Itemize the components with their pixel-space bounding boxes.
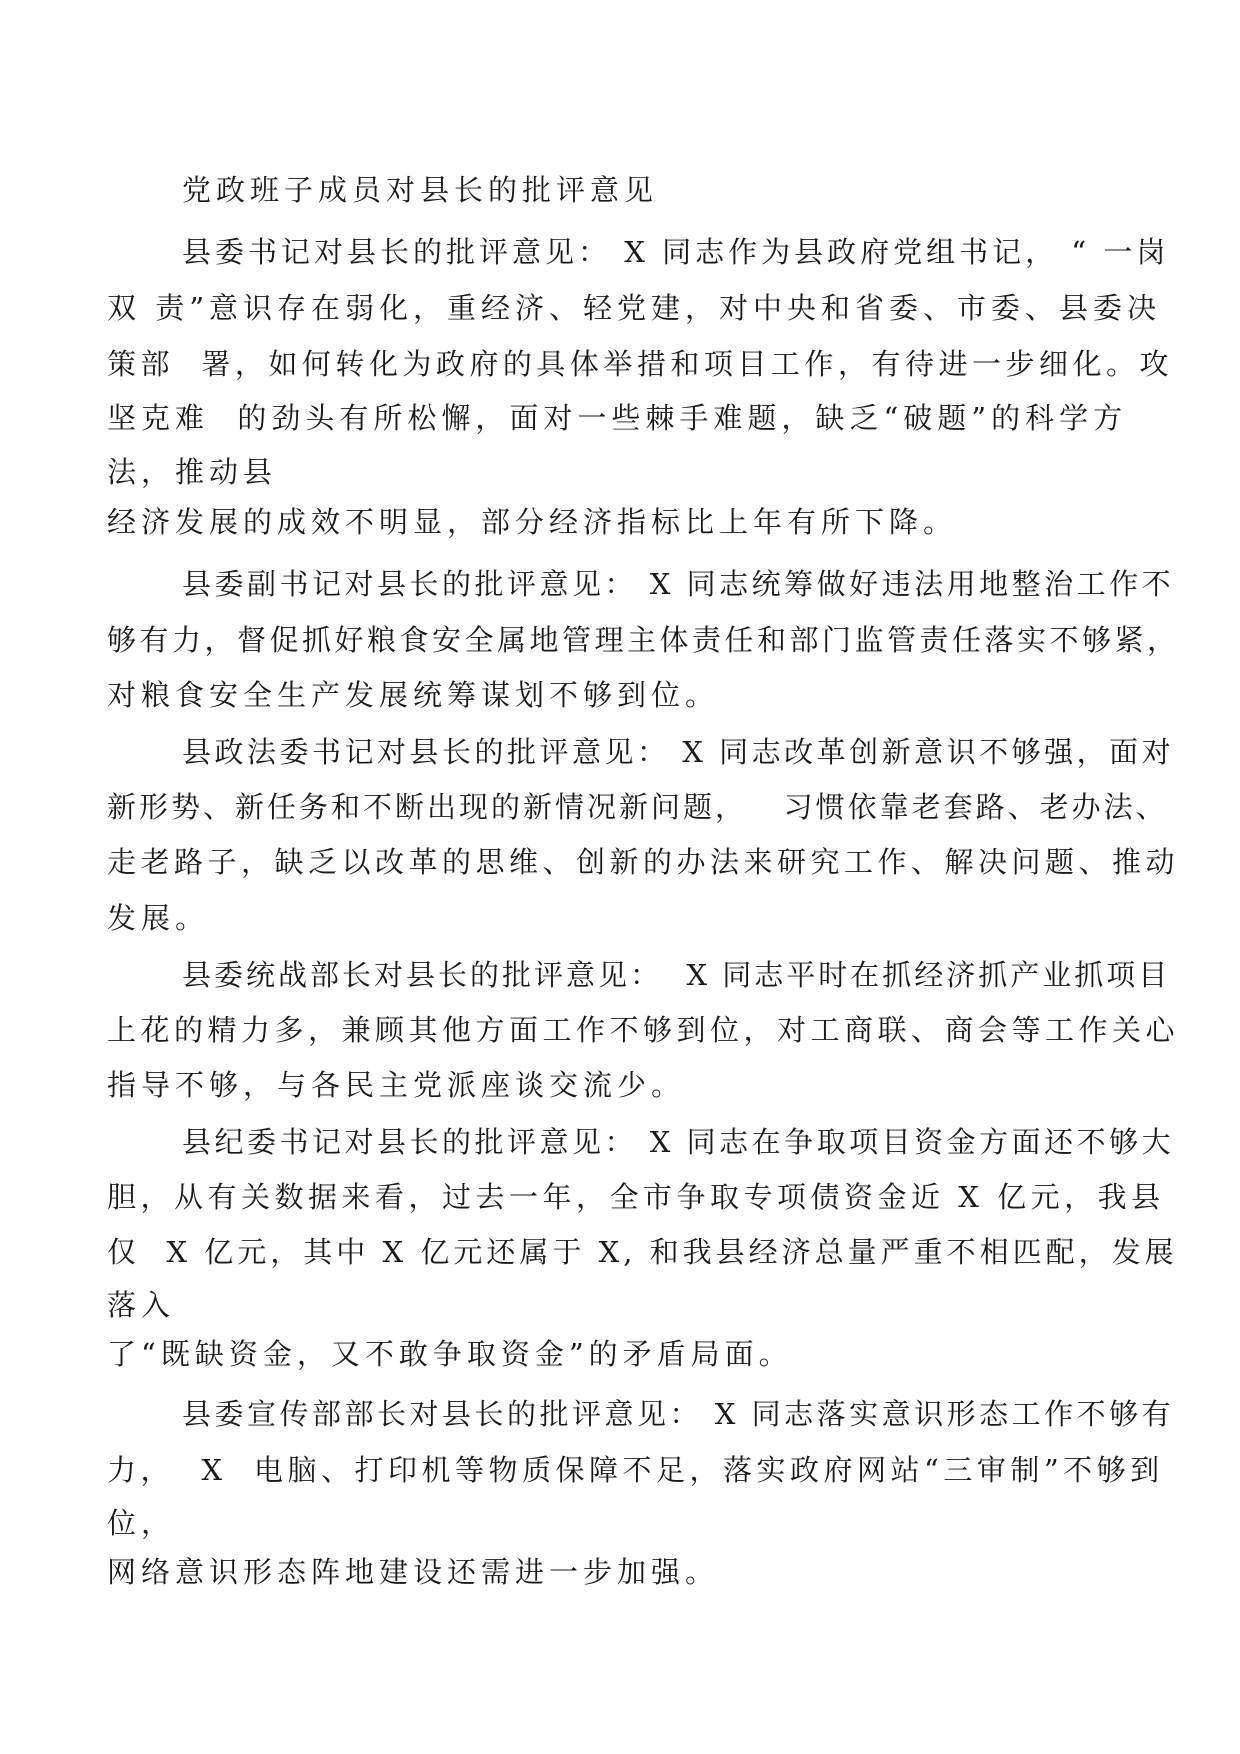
text-line: 走老路子，缺乏以改革的思维、创新的办法来研究工作、解决问题、推动 (107, 845, 1180, 879)
text-line: 发展。 (107, 901, 210, 935)
text-line: 县政法委书记对县长的批评意见： X 同志改革创新意识不够强，面对 (182, 735, 1175, 769)
text-line: 双 责”意识存在弱化，重经济、轻党建，对中央和省委、市委、县委决 (107, 291, 1162, 325)
text-line: 县纪委书记对县长的批评意见： X 同志在争取项目资金方面还不够大 (182, 1125, 1175, 1159)
text-line: 法，推动县 (107, 455, 278, 489)
text-line: 胆，从有关数据来看，过去一年，全市争取专项债资金近 X 亿元，我县 (107, 1180, 1165, 1214)
document-title: 党政班子成员对县长的批评意见 (182, 173, 659, 207)
text-line: 网络意识形态阵地建设还需进一步加强。 (107, 1555, 720, 1589)
text-line: 位， (107, 1506, 176, 1540)
text-line: 坚克难 的劲头有所松懈，面对一些棘手难题，缺乏“破题”的科学方 (107, 401, 1128, 435)
text-line: 仅 X 亿元，其中 X 亿元还属于 X, 和我县经济总量严重不相匹配，发展 (107, 1235, 1178, 1269)
text-line: 够有力，督促抓好粮食安全属地管理主体责任和部门监管责任落实不够紧， (107, 623, 1180, 657)
text-line: 落入 (107, 1288, 176, 1322)
text-line: 县委统战部长对县长的批评意见： X 同志平时在抓经济抓产业抓项目 (182, 958, 1171, 992)
text-line: 策部 署，如何转化为政府的具体举措和项目工作，有待进一步细化。攻 (107, 347, 1173, 381)
text-line: 力， X 电脑、打印机等物质保障不足，落实政府网站“三审制”不够到 (107, 1453, 1164, 1487)
text-line: 县委副书记对县长的批评意见： X 同志统筹做好违法用地整治工作不 (182, 567, 1175, 601)
text-line: 对粮食安全生产发展统筹谋划不够到位。 (107, 678, 720, 712)
text-line: 新形势、新任务和不断出现的新情况新问题， 习惯依靠老套路、老办法、 (107, 790, 1168, 824)
text-line: 县委书记对县长的批评意见： X 同志作为县政府党组书记， “ 一岗 (182, 235, 1170, 269)
text-line: 经济发展的成效不明显，部分经济指标比上年有所下降。 (107, 505, 958, 539)
text-line: 上花的精力多，兼顾其他方面工作不够到位，对工商联、商会等工作关心 (107, 1013, 1180, 1047)
text-line: 指导不够，与各民主党派座谈交流少。 (107, 1068, 686, 1102)
text-line: 县委宣传部部长对县长的批评意见： X 同志落实意识形态工作不够有 (182, 1397, 1175, 1431)
text-line: 了“既缺资金，又不敢争取资金”的矛盾局面。 (107, 1337, 793, 1371)
